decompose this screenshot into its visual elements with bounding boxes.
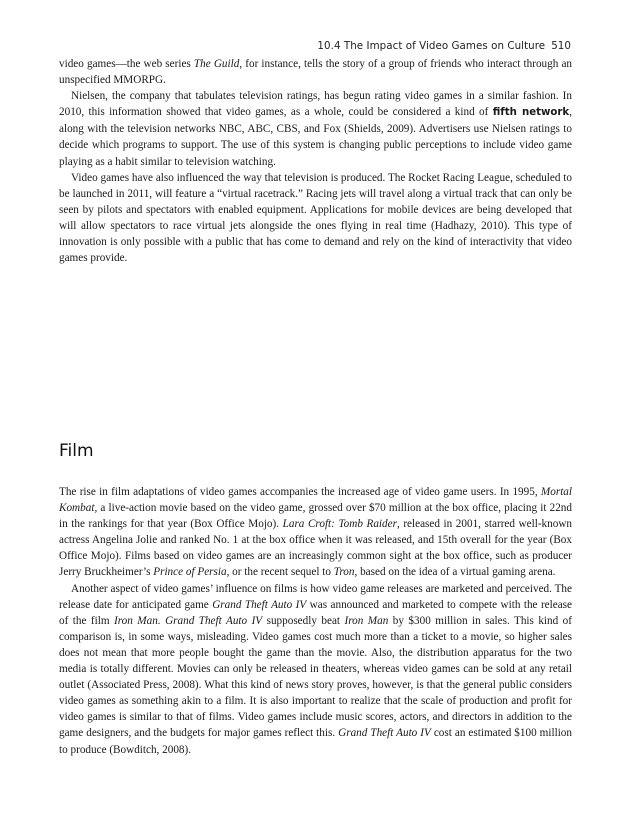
- title-iron-man-gta-iv: Iron Man. Grand Theft Auto IV: [114, 614, 263, 627]
- text-span: Another aspect of video games’ influence on films is how video game releases are marketed and perceived. The release date for anticipated game: [59, 582, 572, 611]
- title-iron-man: Iron Man: [344, 614, 389, 627]
- text-span: by $300 million in sales. This kind of comparison is, in some ways, misleading. Video games cost much more than a ticket to a movie, so higher sales does not mean that more people bought the game than the movie. Also, the distribution apparatus for the two media is totally different. Movies can only be released in theaters, whereas video games can be sold at any retail outlet (Associated Press, 2008). What this kind of news story proves, however, is that the general public considers video games as something akin to a film. It is also important to realize that the scale of production and profit for video games is similar to that of films. Video games include music scores, actors, and directors in addition to the game designers, and the budgets for major games reflect this.: [59, 614, 573, 740]
- section-heading-film: Film: [59, 441, 94, 461]
- text-span: , a live-action movie based on the video game, grossed over $70 million at the box office, placing it 22nd in the rankings for that year (Box Office Mojo).: [59, 502, 572, 531]
- header-section-title: 10.4 The Impact of Video Games on Culture: [317, 40, 546, 52]
- text-span: , released in 2001, starred well-known actress Angelina Jolie and ranked No. 1 at the box office when it was released, and 15th overall for the year (Box Office Mojo). Films based on video games are an increasingly common sight at the box office, such as producer Jerry Bruckheimer’s: [59, 518, 573, 579]
- body-text-top: [59, 56, 572, 266]
- paragraph-rocket-racing: [59, 170, 572, 267]
- page-number: 510: [551, 40, 571, 52]
- running-header: [317, 40, 571, 52]
- title-the-guild: The Guild: [193, 58, 240, 70]
- paragraph-marketing: [59, 581, 572, 758]
- text-span: The rise in film adaptations of video games accompanies the increased age of video game users. In 1995,: [59, 486, 541, 498]
- body-text-film: [59, 484, 572, 758]
- text-span: , for instance, tells the story of a group of friends who interact through an unspecified MMORPG.: [59, 58, 573, 87]
- text-span: Nielsen, the company that tabulates television ratings, has begun rating video games in a similar fashion. In 2010, this information showed that video games, as a whole, could be considered a kind of: [59, 90, 572, 119]
- text-span: was announced and marketed to compete with the release of the film: [59, 598, 572, 627]
- text-span: video games—the web series: [59, 58, 194, 70]
- title-mortal-kombat: Mortal Kombat: [59, 486, 572, 515]
- paragraph-film-adaptations: [59, 484, 572, 581]
- text-span: Video games have also influenced the way that television is produced. The Rocket Racing League, scheduled to be launched in 2011, will feature a “virtual racetrack.” Racing jets will travel along a virtual track that can only be seen by pilots and spectators with enabled equipment. Applications for mobile devices are being developed that will allow spectators to race virtual jets alongside the ones flying in real time (Hadhazy, 2010). This type of innovation is only possible with a public that has come to demand and rely on the kind of interactivity that video games provide.: [59, 171, 572, 265]
- title-tron: Tron: [333, 566, 355, 579]
- title-lara-croft: Lara Croft: Tomb Raider: [282, 518, 397, 531]
- paragraph-guild: [59, 56, 572, 88]
- text-span: supposedly beat: [262, 614, 345, 627]
- key-term-fifth-network: fifth network: [492, 107, 570, 119]
- text-span: cost an estimated $100 million to produce (Bowditch, 2008).: [59, 727, 572, 756]
- text-span: , along with the television networks NBC, ABC, CBS, and Fox (Shields, 2009). Advertisers use Nielsen ratings to decide which programs to support. The use of this system is changing public perceptions to include video game playing as a habit similar to television watching.: [59, 106, 572, 168]
- paragraph-nielsen: [59, 88, 572, 169]
- text-span: , or the recent sequel to: [226, 566, 334, 579]
- title-gta-iv: Grand Theft Auto IV: [212, 598, 307, 611]
- title-prince-of-persia: Prince of Persia: [153, 566, 227, 579]
- text-span: , based on the idea of a virtual gaming arena.: [354, 566, 556, 579]
- title-gta-iv: Grand Theft Auto IV: [338, 727, 431, 740]
